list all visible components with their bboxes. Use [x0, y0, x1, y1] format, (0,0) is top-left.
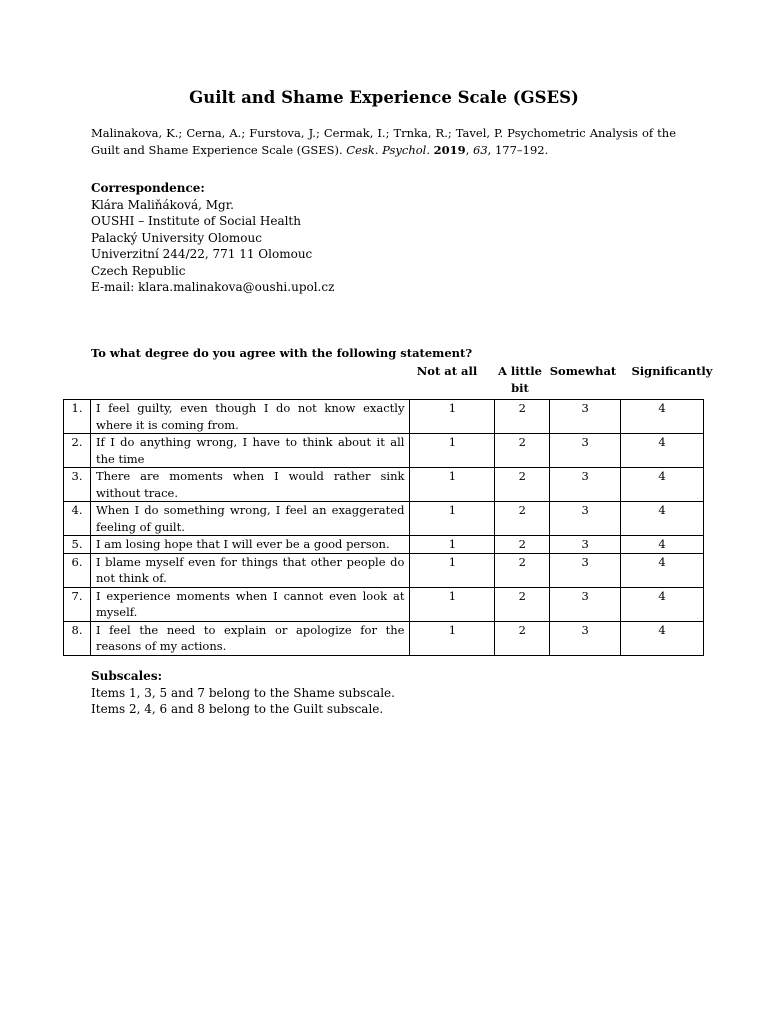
rating-option[interactable]: 4: [621, 553, 704, 587]
subscales-block: [91, 668, 395, 718]
correspondence-email: E-mail: klara.malinakova@oushi.upol.cz: [91, 280, 335, 294]
rating-option[interactable]: 4: [621, 621, 704, 655]
rating-option[interactable]: 3: [550, 587, 621, 621]
table-row: [64, 587, 704, 621]
rating-option[interactable]: 2: [495, 553, 550, 587]
document-title: Guilt and Shame Experience Scale (GSES): [189, 88, 579, 107]
rating-option[interactable]: 3: [550, 468, 621, 502]
item-number: 2.: [64, 434, 91, 468]
table-row: [64, 434, 704, 468]
column-header-a-little-bit: A little bit: [498, 364, 542, 395]
column-header-not-at-all: Not at all: [416, 364, 478, 378]
rating-option[interactable]: 1: [410, 621, 495, 655]
item-statement: If I do anything wrong, I have to think about it all the time: [90, 434, 409, 468]
table-row: [64, 400, 704, 434]
rating-option[interactable]: 1: [410, 434, 495, 468]
rating-option[interactable]: 1: [410, 587, 495, 621]
rating-option[interactable]: 4: [621, 400, 704, 434]
rating-option[interactable]: 4: [621, 536, 704, 554]
item-statement: I experience moments when I cannot even look at myself.: [90, 587, 409, 621]
question-prompt: To what degree do you agree with the following statement?: [91, 346, 473, 360]
item-number: 1.: [64, 400, 91, 434]
rating-option[interactable]: 3: [550, 536, 621, 554]
item-statement: I am losing hope that I will ever be a good person.: [90, 536, 409, 554]
item-statement: I feel the need to explain or apologize for the reasons of my actions.: [90, 621, 409, 655]
correspondence-name: Klára Maliňáková, Mgr.: [91, 197, 234, 212]
citation-pages: 177–192.: [494, 143, 549, 157]
rating-option[interactable]: 4: [621, 587, 704, 621]
rating-option[interactable]: 2: [495, 621, 550, 655]
item-statement: There are moments when I would rather sink without trace.: [90, 468, 409, 502]
rating-option[interactable]: 1: [410, 468, 495, 502]
rating-option[interactable]: 3: [550, 400, 621, 434]
rating-option[interactable]: 4: [621, 434, 704, 468]
correspondence-block: [91, 180, 334, 296]
item-number: 7.: [64, 587, 91, 621]
citation-volume: 63: [473, 143, 488, 157]
rating-option[interactable]: 1: [410, 553, 495, 587]
rating-option[interactable]: 3: [550, 502, 621, 536]
item-number: 8.: [64, 621, 91, 655]
table-row: [64, 468, 704, 502]
rating-option[interactable]: 1: [410, 400, 495, 434]
item-statement: I blame myself even for things that other people do not think of.: [90, 553, 409, 587]
correspondence-country: Czech Republic: [91, 263, 186, 278]
item-number: 5.: [64, 536, 91, 554]
subscale-guilt-line: Items 2, 4, 6 and 8 belong to the Guilt subscale.: [91, 702, 384, 716]
correspondence-address: Univerzitní 244/22, 771 11 Olomouc: [91, 247, 313, 261]
rating-option[interactable]: 3: [550, 553, 621, 587]
rating-option[interactable]: 2: [495, 434, 550, 468]
rating-option[interactable]: 1: [410, 502, 495, 536]
citation-authors: Malinakova, K.; Cerna, A.; Furstova, J.; Cermak, I.; Trnka, R.; Tavel, P. Psychometric Analysis of the Guilt and Shame Experience Scale (GSES).: [91, 126, 676, 157]
item-statement: When I do something wrong, I feel an exaggerated feeling of guilt.: [90, 502, 409, 536]
correspondence-heading: Correspondence:: [91, 181, 205, 195]
rating-option[interactable]: 2: [495, 502, 550, 536]
rating-option[interactable]: 2: [495, 587, 550, 621]
item-number: 6.: [64, 553, 91, 587]
citation-journal: Cesk. Psychol.: [346, 143, 431, 157]
subscale-shame-line: Items 1, 3, 5 and 7 belong to the Shame subscale.: [91, 685, 395, 700]
rating-option[interactable]: 3: [550, 434, 621, 468]
column-header-somewhat: Somewhat: [549, 364, 617, 378]
subscales-heading: Subscales:: [91, 669, 162, 683]
item-statement: I feel guilty, even though I do not know exactly where it is coming from.: [90, 400, 409, 434]
rating-option[interactable]: 2: [495, 468, 550, 502]
table-row: [64, 536, 704, 554]
rating-option[interactable]: 4: [621, 468, 704, 502]
column-header-significantly: Significantly: [631, 364, 713, 378]
table-row: [64, 553, 704, 587]
rating-option[interactable]: 4: [621, 502, 704, 536]
citation-year: 2019: [433, 143, 466, 157]
table-row: [64, 621, 704, 655]
correspondence-university: Palacký University Olomouc: [91, 230, 262, 245]
table-row: [64, 502, 704, 536]
rating-option[interactable]: 1: [410, 536, 495, 554]
rating-option[interactable]: 2: [495, 400, 550, 434]
item-number: 4.: [64, 502, 91, 536]
citation: Malinakova, K.; Cerna, A.; Furstova, J.; Cermak, I.; Trnka, R.; Tavel, P. Psychometric Analysis of the Guilt and Shame Experience Scale (GSES). Cesk. Psychol. 2019, 63, 177–192.: [91, 126, 676, 157]
items-table: [63, 399, 704, 656]
rating-option[interactable]: 2: [495, 536, 550, 554]
item-number: 3.: [64, 468, 91, 502]
rating-option[interactable]: 3: [550, 621, 621, 655]
correspondence-institute: OUSHI – Institute of Social Health: [91, 214, 301, 228]
